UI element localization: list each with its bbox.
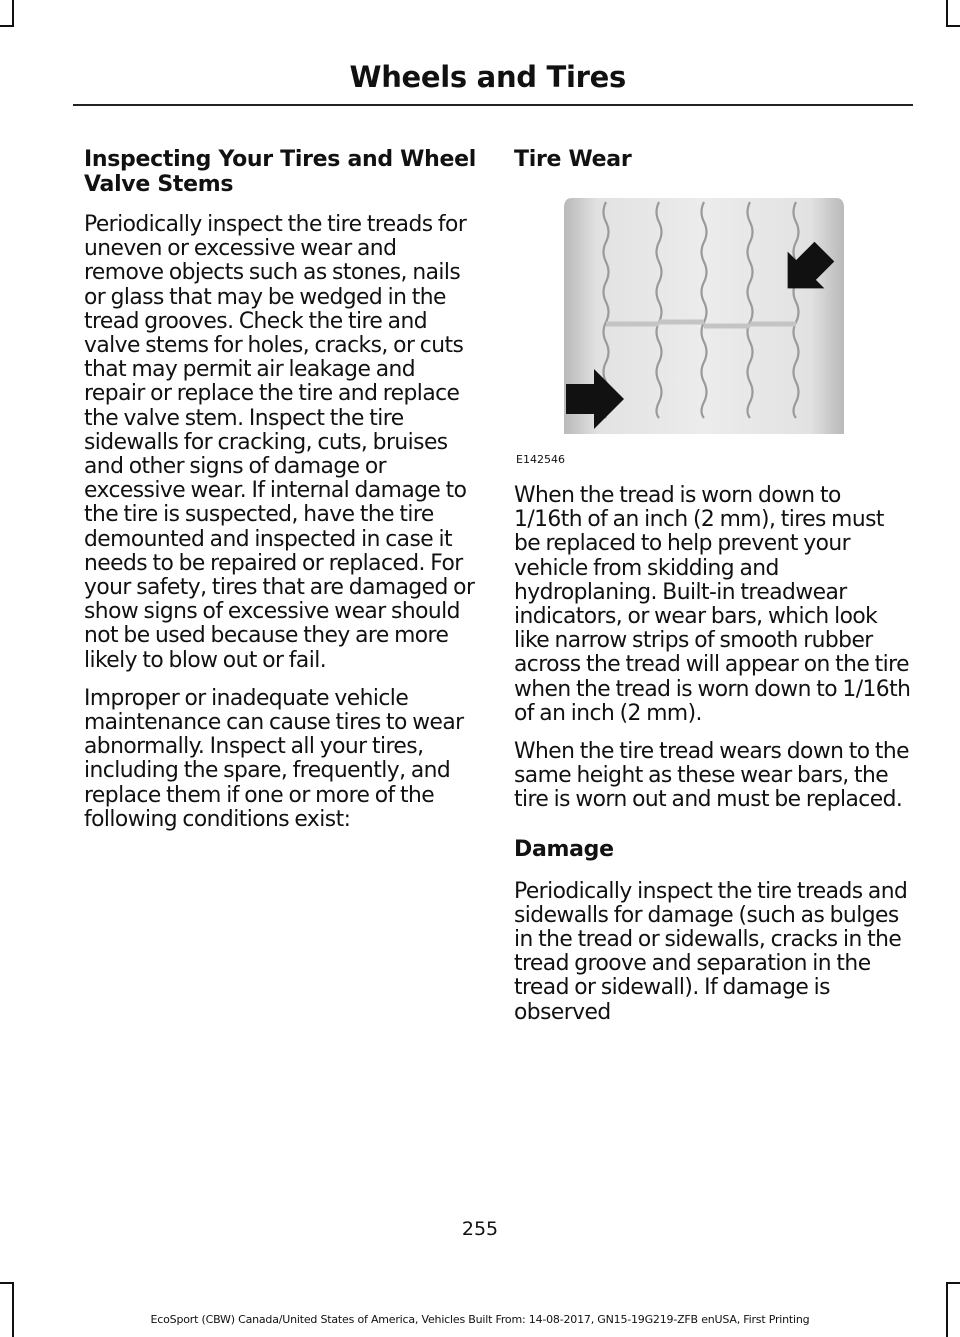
crop-mark — [12, 0, 14, 26]
wear-bars-paragraph: When the tire tread wears down to the same height as these wear bars, the tire is worn out and must be replaced. — [514, 739, 910, 813]
left-column — [84, 147, 476, 846]
section-title: Wheels and Tires — [349, 60, 626, 94]
right-column — [514, 147, 912, 1039]
damage-paragraph: Periodically inspect the tire treads and sidewalls for damage (such as bulges in the tread or sidewalls, cracks in the tread groove and separation in the tread or sidewall). If damage is observed — [514, 878, 908, 1025]
crop-mark — [946, 0, 948, 26]
crop-mark — [946, 25, 960, 27]
inspection-paragraph: Periodically inspect the tire treads for uneven or excessive wear and remove objects such as stones, nails or glass that may be wedged in the tread grooves. Check the tire and valve stems for holes, cracks, or cuts that may permit air leakage and repair or replace the tire and replace the valve stem. Inspect the tire sidewalls for cracking, cuts, bruises and other signs of damage or excessive wear. If internal damage to the tire is suspected, have the tire demounted and inspected in case it needs to be repaired or replaced. For your safety, tires that are damaged or show signs of excessive wear should not be used because they are more likely to blow out or fail. — [84, 212, 475, 673]
header-divider — [73, 104, 913, 106]
crop-mark — [946, 1282, 960, 1284]
tire-tread-illustration — [514, 194, 910, 466]
crop-mark — [0, 1282, 14, 1284]
crop-mark — [946, 1282, 948, 1337]
tire-wear-heading: Tire Wear — [514, 147, 632, 172]
page-number: 255 — [461, 1218, 499, 1240]
figure-code: E142546 — [516, 453, 565, 466]
crop-mark — [12, 1282, 14, 1337]
crop-mark — [0, 25, 14, 27]
inspecting-tires-heading: Inspecting Your Tires and Wheel Valve Stems — [84, 147, 476, 197]
print-footer: EcoSport (CBW) Canada/United States of America, Vehicles Built From: 14-08-2017, GN15-19G219-ZFB enUSA, First Printing — [150, 1313, 810, 1326]
damage-heading: Damage — [514, 836, 614, 862]
maintenance-paragraph: Improper or inadequate vehicle maintenance can cause tires to wear abnormally. Inspect all your tires, including the spare, frequently, and replace them if one or more of the following conditions exist: — [84, 685, 464, 832]
tread-wear-paragraph: When the tread is worn down to 1/16th of an inch (2 mm), tires must be replaced to help prevent your vehicle from skidding and hydroplaning. Built-in treadwear indicators, or wear bars, which look like narrow strips of smooth rubber across the tread will appear on the tire when the tread is worn down to 1/16th of an inch (2 mm). — [514, 483, 911, 726]
tire-wear-figure — [514, 194, 910, 466]
